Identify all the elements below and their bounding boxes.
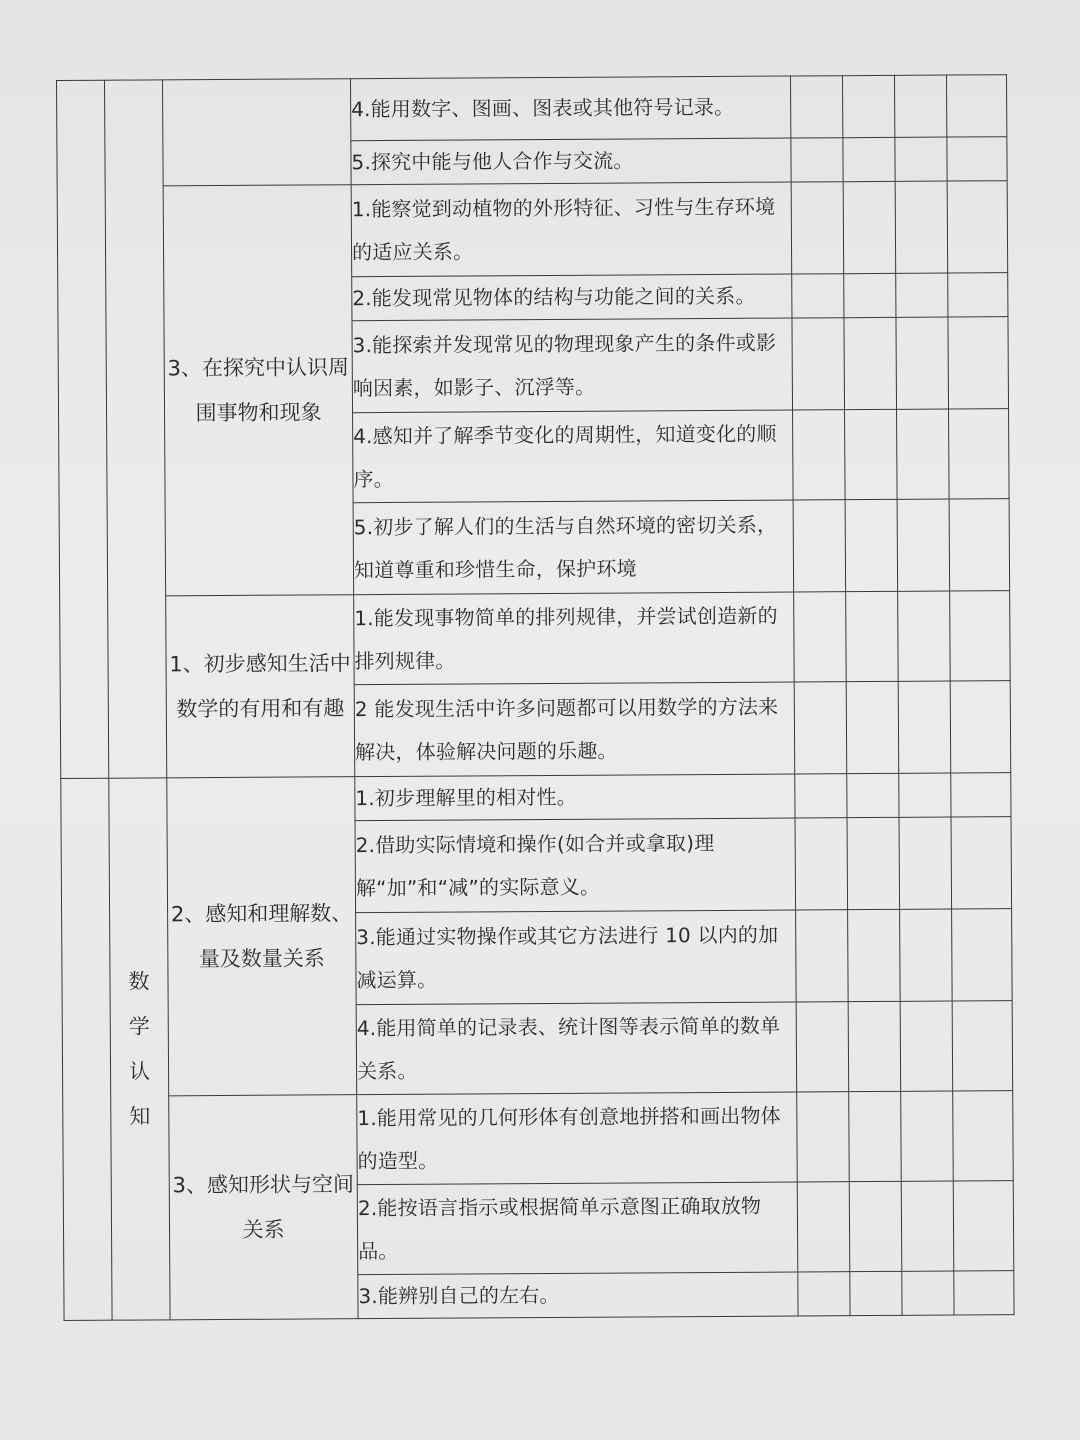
indicator-item: 2.借助实际情境和操作(如合并或拿取)理解“加”和“减”的实际意义。 — [355, 818, 796, 913]
domain-char: 数 — [128, 968, 150, 994]
indicator-item: 2 能发现生活中许多问题都可以用数学的方法来解决，体验解决问题的乐趣。 — [354, 682, 795, 777]
indicator-item: 1.能发现事物简单的排列规律，并尝试创造新的排列规律。 — [354, 592, 795, 685]
check-cell[interactable] — [846, 681, 899, 773]
check-cell[interactable] — [947, 137, 1007, 181]
indicator-item: 2.能按语言指示或根据简单示意图正确取放物品。 — [357, 1182, 798, 1275]
indicator-item: 1.能用常见的几何形体有创意地拼搭和画出物体的造型。 — [357, 1092, 798, 1185]
table-row — [61, 773, 1011, 823]
check-cell[interactable] — [901, 1091, 954, 1181]
check-cell[interactable] — [790, 76, 842, 138]
domain-char: 认 — [128, 1058, 151, 1084]
check-cell[interactable] — [900, 1001, 953, 1091]
check-cell[interactable] — [793, 500, 846, 592]
check-cell[interactable] — [797, 1092, 850, 1182]
domain-cell-math — [109, 778, 170, 1320]
check-cell[interactable] — [948, 317, 1009, 409]
indicator-item: 4.感知并了解季节变化的周期性，知道变化的顺序。 — [353, 410, 794, 503]
check-cell[interactable] — [899, 817, 952, 909]
goal-cell: 3、感知形状与空间关系 — [169, 1095, 358, 1320]
assessment-table — [56, 74, 1015, 1321]
check-cell[interactable] — [791, 138, 843, 182]
check-cell[interactable] — [946, 75, 1006, 137]
check-cell[interactable] — [844, 273, 896, 317]
check-cell[interactable] — [843, 181, 896, 273]
check-cell[interactable] — [792, 318, 845, 410]
check-cell[interactable] — [842, 75, 894, 137]
table-row — [63, 1091, 1014, 1187]
goal-cell — [163, 79, 352, 186]
check-cell[interactable] — [900, 909, 953, 1001]
goal-cell: 2、感知和理解数、量及数量关系 — [167, 777, 357, 1096]
check-cell[interactable] — [898, 681, 951, 773]
indicator-item: 1.能察觉到动植物的外形特征、习性与生存环境的适应关系。 — [351, 182, 792, 277]
check-cell[interactable] — [947, 181, 1008, 273]
indicator-item: 5.探究中能与他人合作与交流。 — [351, 138, 791, 185]
check-cell[interactable] — [846, 591, 899, 681]
check-cell[interactable] — [847, 817, 900, 909]
domain-char: 知 — [129, 1103, 151, 1129]
indicator-item: 3.能通过实物操作或其它方法进行 10 以内的加减运算。 — [356, 910, 797, 1005]
table-row — [60, 591, 1011, 687]
indicator-item: 4.能用数字、图画、图表或其他符号记录。 — [350, 76, 790, 141]
indicator-item: 5.初步了解人们的生活与自然环境的密切关系，知道尊重和珍惜生命，保护环境 — [353, 500, 794, 595]
check-cell[interactable] — [954, 1271, 1014, 1315]
check-cell[interactable] — [949, 499, 1010, 591]
check-cell[interactable] — [948, 273, 1008, 317]
check-cell[interactable] — [796, 910, 849, 1002]
check-cell[interactable] — [896, 317, 949, 409]
indicator-item: 3.能探索并发现常见的物理现象产生的条件或影响因素，如影子、沉浮等。 — [352, 318, 793, 413]
check-cell[interactable] — [848, 909, 901, 1001]
check-cell[interactable] — [897, 409, 950, 499]
outer-blank-column — [61, 778, 112, 1320]
indicator-item: 1.初步理解里的相对性。 — [355, 774, 795, 821]
indicator-item: 3.能辨别自己的左右。 — [358, 1272, 798, 1319]
check-cell[interactable] — [950, 681, 1011, 773]
check-cell[interactable] — [952, 909, 1013, 1001]
check-cell[interactable] — [797, 1182, 850, 1272]
check-cell[interactable] — [902, 1271, 954, 1315]
check-cell[interactable] — [895, 137, 947, 181]
check-cell[interactable] — [796, 1002, 849, 1092]
check-cell[interactable] — [847, 773, 899, 817]
check-cell[interactable] — [901, 1181, 954, 1271]
check-cell[interactable] — [951, 817, 1012, 909]
check-cell[interactable] — [952, 1001, 1013, 1091]
check-cell[interactable] — [895, 181, 948, 273]
check-cell[interactable] — [898, 591, 951, 681]
domain-char: 学 — [128, 1013, 150, 1039]
check-cell[interactable] — [795, 818, 848, 910]
check-cell[interactable] — [845, 499, 898, 591]
check-cell[interactable] — [848, 1001, 901, 1091]
check-cell[interactable] — [792, 274, 844, 318]
domain-cell-blank — [105, 80, 167, 778]
table-row — [57, 75, 1007, 143]
goal-cell: 3、在探究中认识周围事物和现象 — [163, 185, 354, 596]
check-cell[interactable] — [845, 409, 898, 499]
check-cell[interactable] — [794, 592, 847, 682]
check-cell[interactable] — [795, 774, 847, 818]
check-cell[interactable] — [953, 1181, 1014, 1271]
indicator-item: 2.能发现常见物体的结构与功能之间的关系。 — [352, 274, 792, 321]
check-cell[interactable] — [894, 75, 946, 137]
assessment-sheet — [56, 74, 1014, 1330]
check-cell[interactable] — [843, 137, 895, 181]
check-cell[interactable] — [791, 182, 844, 274]
check-cell[interactable] — [950, 591, 1011, 681]
outer-blank-column — [57, 80, 109, 778]
check-cell[interactable] — [899, 773, 951, 817]
indicator-item: 4.能用简单的记录表、统计图等表示简单的数单关系。 — [356, 1002, 797, 1095]
check-cell[interactable] — [844, 317, 897, 409]
check-cell[interactable] — [849, 1181, 902, 1271]
check-cell[interactable] — [798, 1272, 850, 1316]
check-cell[interactable] — [953, 1091, 1014, 1181]
check-cell[interactable] — [793, 410, 846, 500]
check-cell[interactable] — [896, 273, 948, 317]
goal-cell: 1、初步感知生活中数学的有用和有趣 — [166, 595, 355, 778]
check-cell[interactable] — [949, 409, 1010, 499]
check-cell[interactable] — [850, 1271, 902, 1315]
check-cell[interactable] — [951, 773, 1011, 817]
check-cell[interactable] — [794, 682, 847, 774]
check-cell[interactable] — [849, 1091, 902, 1181]
table-row — [57, 181, 1008, 279]
check-cell[interactable] — [897, 499, 950, 591]
